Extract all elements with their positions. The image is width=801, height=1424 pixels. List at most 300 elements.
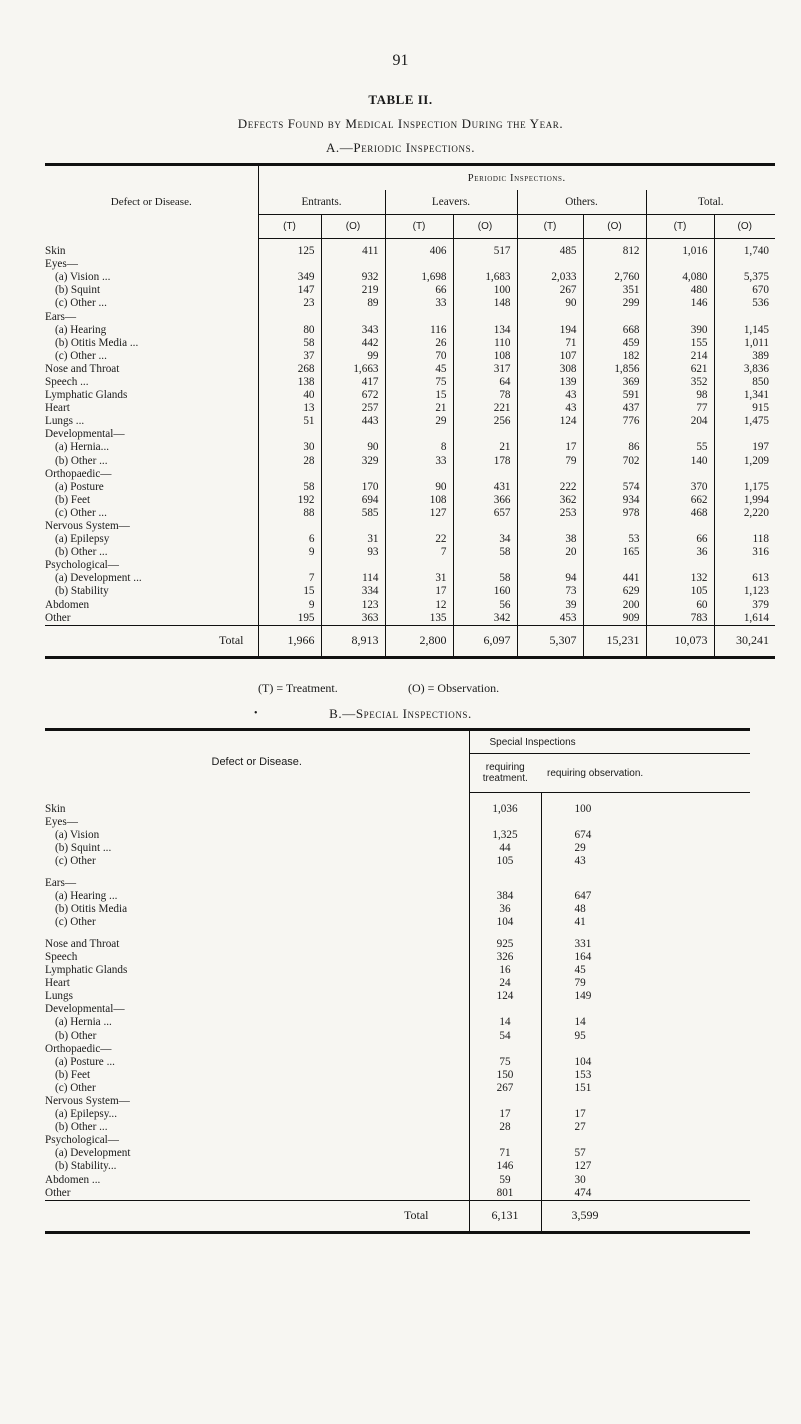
cell-value [258,468,321,481]
cell-value [714,520,775,533]
treatment-value: 28 [469,1121,541,1134]
cell-value [517,258,583,271]
cell-value: 30 [258,441,321,454]
cell-value [646,468,714,481]
cell-value: 160 [453,585,517,598]
cell-value: 668 [583,324,646,337]
table-row [45,481,775,494]
row-label: (b) Squint [55,284,101,297]
cell-value: 6 [258,533,321,546]
observation-value: 153 [541,1069,750,1082]
table-row [45,938,750,951]
table-row [45,441,775,454]
cell-value: 15 [385,389,453,402]
observation-value: 30 [541,1174,750,1187]
cell-value: 99 [321,350,385,363]
row-label: (b) Other ... [55,546,108,559]
observation-value: 95 [541,1030,750,1043]
table-row [45,842,750,855]
cell-value: 370 [646,481,714,494]
cell-value: 114 [321,572,385,585]
table-row [45,1030,750,1043]
row-label: Nose and Throat [45,362,120,375]
cell-value: 58 [258,337,321,350]
row-label: (b) Stability [55,585,109,598]
total-value: 2,800 [385,625,453,657]
observation-value [541,1003,750,1016]
category-heading-row [45,310,775,323]
observation-value [541,1043,750,1056]
cell-value: 253 [517,507,583,520]
table-row [45,1187,750,1201]
cell-value: 4,080 [646,271,714,284]
row-label: Abdomen [45,598,90,611]
cell-value: 2,760 [583,271,646,284]
row-label: (a) Hernia... [55,441,110,454]
cell-value: 134 [453,324,517,337]
cell-value: 441 [583,572,646,585]
cell-value: 585 [321,507,385,520]
cell-value: 56 [453,599,517,612]
cell-value: 88 [258,507,321,520]
total-value: 15,231 [583,625,646,657]
row-label: Psychological— [45,559,119,572]
cell-value: 2,033 [517,271,583,284]
cell-value: 116 [385,324,453,337]
observation-value [541,877,750,890]
cell-value: 90 [385,481,453,494]
row-label: (c) Other ... [55,506,107,519]
cell-value: 58 [453,546,517,559]
cell-value: 55 [646,441,714,454]
observation-value: 474 [541,1187,750,1201]
row-label: Lungs ... [45,415,85,428]
section-a-title: A.—Periodic Inspections. [325,140,476,155]
treatment-value: 104 [469,916,541,929]
cell-value: 390 [646,324,714,337]
group-header: Total. [646,190,775,215]
row-label: (b) Feet [55,1068,91,1081]
cell-value [646,428,714,441]
cell-value: 1,209 [714,455,775,468]
row-label: (b) Other [55,1029,97,1042]
cell-value: 108 [385,494,453,507]
cell-value: 406 [385,239,453,259]
row-label: Skin [45,244,66,257]
cell-value: 812 [583,239,646,259]
row-label: Nervous System— [45,520,130,533]
treatment-value: 17 [469,1108,541,1121]
cell-value: 40 [258,389,321,402]
cell-value: 148 [453,297,517,310]
cell-value: 480 [646,284,714,297]
cell-value: 9 [258,599,321,612]
total-value: 8,913 [321,625,385,657]
cell-value [714,468,775,481]
table-row [45,324,775,337]
cell-value [321,310,385,323]
cell-value: 86 [583,441,646,454]
table-row [45,402,775,415]
group-header: Entrants. [258,190,385,215]
observation-value: 100 [541,793,750,817]
cell-value: 389 [714,350,775,363]
cell-value: 105 [646,585,714,598]
row-label: Abdomen ... [45,1173,101,1186]
treatment-value: 150 [469,1069,541,1082]
table-row [45,1082,750,1095]
special-group-header: Special Inspections [469,731,750,754]
row-label: (a) Development ... [55,572,142,585]
row-label: (a) Epilepsy... [55,1108,118,1121]
observation-value: 57 [541,1147,750,1160]
table-row [45,494,775,507]
cell-value: 33 [385,455,453,468]
observation-subheader: (O) [321,215,385,239]
cell-value: 783 [646,612,714,626]
cell-value: 36 [646,546,714,559]
treatment-value: 326 [469,951,541,964]
cell-value: 155 [646,337,714,350]
row-label: Eyes— [45,258,78,271]
category-heading-row [45,559,775,572]
cell-value: 146 [646,297,714,310]
cell-value [714,428,775,441]
treatment-subheader: (T) [517,215,583,239]
observation-value: 149 [541,990,750,1003]
cell-value: 195 [258,612,321,626]
cell-value: 38 [517,533,583,546]
category-heading-row [45,1003,750,1016]
treatment-value: 14 [469,1016,541,1029]
table-row [45,572,775,585]
table-row [45,964,750,977]
cell-value: 21 [453,441,517,454]
cell-value: 442 [321,337,385,350]
cell-value [321,428,385,441]
cell-value: 3,836 [714,363,775,376]
cell-value: 17 [517,441,583,454]
cell-value [583,468,646,481]
table-row [45,350,775,363]
cell-value: 77 [646,402,714,415]
row-label: Nose and Throat [45,937,120,950]
cell-value: 31 [385,572,453,585]
cell-value: 431 [453,481,517,494]
cell-value [583,520,646,533]
row-label: (a) Development [55,1147,131,1160]
cell-value: 8 [385,441,453,454]
row-label: Nervous System— [45,1095,130,1108]
cell-value: 299 [583,297,646,310]
cell-value: 672 [321,389,385,402]
cell-value: 127 [385,507,453,520]
row-label: (a) Posture ... [55,1055,115,1068]
cell-value: 468 [646,507,714,520]
category-heading-row [45,520,775,533]
table-row [45,890,750,903]
cell-value: 34 [453,533,517,546]
cell-value: 37 [258,350,321,363]
cell-value: 1,145 [714,324,775,337]
cell-value: 621 [646,363,714,376]
observation-value: 14 [541,1016,750,1029]
treatment-subheader: (T) [258,215,321,239]
cell-value: 362 [517,494,583,507]
cell-value: 58 [258,481,321,494]
total-label: Total [45,625,258,657]
cell-value: 200 [583,599,646,612]
cell-value: 78 [453,389,517,402]
table-row [45,585,775,598]
cell-value: 1,663 [321,363,385,376]
cell-value: 110 [453,337,517,350]
cell-value: 17 [385,585,453,598]
cell-value: 1,740 [714,239,775,259]
cell-value [453,310,517,323]
cell-value: 2,220 [714,507,775,520]
category-heading-row [45,468,775,481]
cell-value: 317 [453,363,517,376]
observation-value: 41 [541,916,750,929]
treatment-value: 16 [469,964,541,977]
row-label: Developmental— [45,1003,125,1016]
table-row [45,507,775,520]
table-row [45,916,750,929]
cell-value: 329 [321,455,385,468]
row-label: Orthopaedic— [45,1042,112,1055]
cell-value: 221 [453,402,517,415]
cell-value [583,258,646,271]
cell-value: 909 [583,612,646,626]
cell-value: 98 [646,389,714,402]
category-heading-row [45,1043,750,1056]
treatment-value: 925 [469,938,541,951]
row-label: (a) Hearing [55,323,107,336]
cell-value: 1,614 [714,612,775,626]
cell-value: 197 [714,441,775,454]
observation-value: 151 [541,1082,750,1095]
cell-value: 13 [258,402,321,415]
cell-value: 182 [583,350,646,363]
treatment-value: 36 [469,903,541,916]
row-label: (a) Hearing ... [55,890,118,903]
cell-value: 214 [646,350,714,363]
cell-value [258,258,321,271]
cell-value: 194 [517,324,583,337]
cell-value [583,559,646,572]
total-label: Total [45,1200,469,1232]
cell-value: 662 [646,494,714,507]
cell-value: 12 [385,599,453,612]
treatment-value [469,877,541,890]
cell-value: 22 [385,533,453,546]
treatment-value: 124 [469,990,541,1003]
table-row [45,239,775,259]
row-label: Heart [45,977,70,990]
cell-value [385,428,453,441]
cell-value: 1,698 [385,271,453,284]
cell-value: 574 [583,481,646,494]
cell-value [714,559,775,572]
cell-value: 915 [714,402,775,415]
cell-value: 33 [385,297,453,310]
cell-value: 58 [453,572,517,585]
category-heading-row [45,1134,750,1147]
table-row [45,455,775,468]
cell-value [385,520,453,533]
cell-value: 204 [646,415,714,428]
table-row [45,415,775,428]
table-row [45,951,750,964]
cell-value: 118 [714,533,775,546]
legend-observation: (O) = Observation. [408,681,500,695]
group-header: Others. [517,190,646,215]
cell-value: 71 [517,337,583,350]
observation-value: 104 [541,1056,750,1069]
treatment-value: 384 [469,890,541,903]
cell-value: 443 [321,415,385,428]
row-label: Eyes— [45,816,78,829]
cell-value: 132 [646,572,714,585]
cell-value: 75 [385,376,453,389]
treatment-value: 267 [469,1082,541,1095]
cell-value: 694 [321,494,385,507]
cell-value: 1,175 [714,481,775,494]
cell-value: 31 [321,533,385,546]
special-inspections-table [45,728,750,1234]
cell-value: 1,683 [453,271,517,284]
periodic-inspections-table [45,163,775,659]
observation-subheader: (O) [453,215,517,239]
cell-value [517,428,583,441]
observation-value: 29 [541,842,750,855]
table-row [45,990,750,1003]
row-label: Ears— [45,877,77,890]
treatment-value: 1,325 [469,829,541,842]
total-value: 30,241 [714,625,775,657]
treatment-value: 1,036 [469,793,541,817]
cell-value: 1,011 [714,337,775,350]
row-label: (b) Otitis Media [55,903,128,916]
cell-value: 147 [258,284,321,297]
cell-value: 125 [258,239,321,259]
row-label: Speech [45,950,78,963]
observation-value: 647 [541,890,750,903]
cell-value: 66 [385,284,453,297]
treatment-value [469,1134,541,1147]
cell-value: 21 [385,402,453,415]
treatment-value: 146 [469,1160,541,1173]
cell-value: 178 [453,455,517,468]
cell-value [321,468,385,481]
cell-value: 363 [321,612,385,626]
row-label: Heart [45,402,70,415]
cell-value: 15 [258,585,321,598]
cell-value: 107 [517,350,583,363]
bullet-mark: • [254,708,258,719]
category-heading-row [45,428,775,441]
table-row [45,389,775,402]
defect-column-header: Defect or Disease. [110,196,192,209]
cell-value: 108 [453,350,517,363]
cell-value: 256 [453,415,517,428]
cell-value: 94 [517,572,583,585]
observation-value: 79 [541,977,750,990]
cell-value: 536 [714,297,775,310]
cell-value: 60 [646,599,714,612]
cell-value: 43 [517,389,583,402]
treatment-value: 71 [469,1147,541,1160]
cell-value: 629 [583,585,646,598]
total-treatment: 6,131 [469,1200,541,1232]
row-label: Psychological— [45,1134,119,1147]
table-row [45,1147,750,1160]
cell-value [646,559,714,572]
observation-value: 164 [541,951,750,964]
section-b-title: B.—Special Inspections. [329,706,472,721]
cell-value: 43 [517,402,583,415]
cell-value [258,520,321,533]
cell-value: 316 [714,546,775,559]
cell-value [258,428,321,441]
legend-treatment: (T) = Treatment. [258,681,338,695]
category-heading-row [45,258,775,271]
row-label: Lungs [45,990,73,1003]
cell-value [321,559,385,572]
row-label: Ears— [45,310,77,323]
cell-value: 45 [385,363,453,376]
cell-value: 219 [321,284,385,297]
cell-value [583,310,646,323]
cell-value: 90 [321,441,385,454]
cell-value: 411 [321,239,385,259]
total-value: 5,307 [517,625,583,657]
total-value: 10,073 [646,625,714,657]
cell-value [453,520,517,533]
cell-value [453,559,517,572]
treatment-value: 54 [469,1030,541,1043]
cell-value: 351 [583,284,646,297]
row-label: Developmental— [45,428,125,441]
cell-value: 257 [321,402,385,415]
category-heading-row [45,877,750,890]
table-row [45,977,750,990]
treatment-subheader: (T) [385,215,453,239]
table-row [45,284,775,297]
cell-value: 1,475 [714,415,775,428]
observation-value: 127 [541,1160,750,1173]
treatment-value: 105 [469,855,541,868]
treatment-value: 24 [469,977,541,990]
table-row [45,1121,750,1134]
cell-value: 123 [321,599,385,612]
treatment-value [469,816,541,829]
observation-value: 331 [541,938,750,951]
treatment-value [469,1003,541,1016]
row-label: (c) Other ... [55,297,107,310]
category-heading-row [45,816,750,829]
observation-subheader: (O) [583,215,646,239]
table-row [45,599,775,612]
cell-value: 437 [583,402,646,415]
cell-value: 5,375 [714,271,775,284]
row-label: (b) Other ... [55,454,108,467]
cell-value [646,258,714,271]
observation-value [541,1134,750,1147]
cell-value: 140 [646,455,714,468]
cell-value: 702 [583,455,646,468]
